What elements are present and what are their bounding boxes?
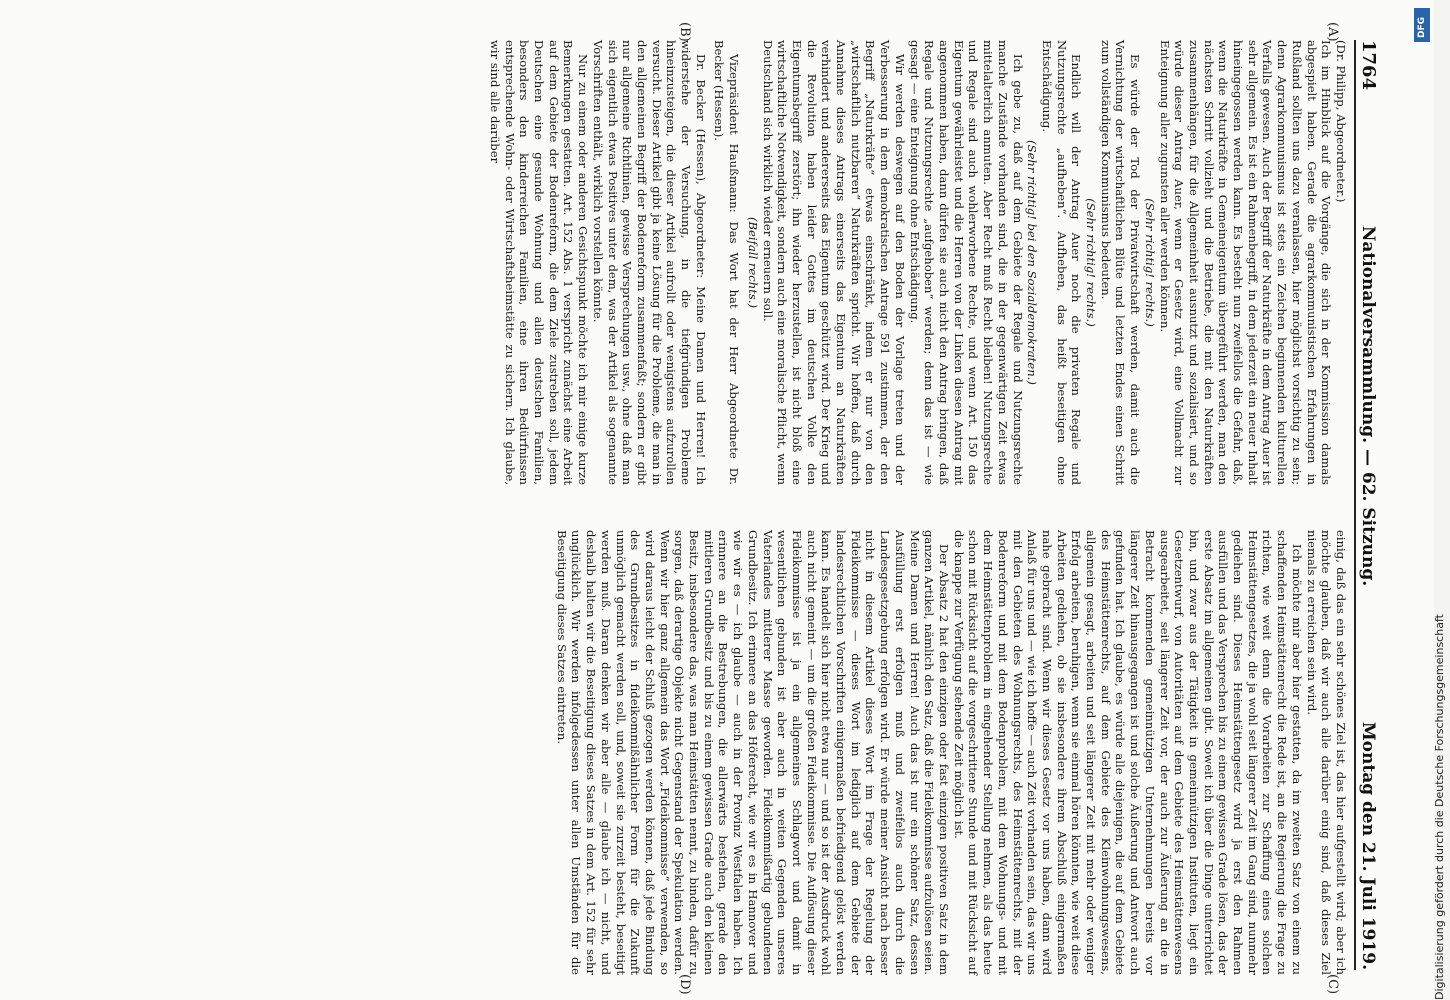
paragraph: Wir werden deswegen auf den Boden der Vorlage treten und der Verbesserung in dem demokratischen Antrage 591 zustimmen, der den Begriff „Naturkräfte“ etwas einschränkt, indem er nur von den „wirtschaftlich nutzbaren“ Naturkräften spricht. Wir hoffen, daß durch Annahme dieses Antrags einerseits das Eigentum an Naturkräften verhindert und andererseits das Eigentum geschützt wird. Der Krieg und die Revolution haben leider Gottes im deutschen Volke den Eigentumsbegriff zerstört; ihn wieder herzustellen, ist nicht bloß eine wirtschaftliche Notwendigkeit, sondern auch eine moralische Pflicht, wenn Deutschland sich wirklich wieder erneuern soll. <box>760 40 907 485</box>
margin-mark-c: (C) <box>1325 974 1340 995</box>
margin-mark-a: (A) <box>1325 22 1340 42</box>
session-date: Montag den 21. Juli 1919. <box>1358 721 1378 970</box>
paragraph: Der Absatz 2 hat den einzigen oder fast einzigen positiven Satz in dem ganzen Artikel, nämlich den Satz, daß die Fideikommisse aufzulösen seien. Meine Damen und Herren! Auch das ist nur ein schöner Satz, dessen Ausfüllung erst erfolgen muß und zweifellos auch durch die Landesgesetzgebung erfolgen wird. Er würde meiner Ansicht nach besser nicht in diesem Artikel dieses Wort im Frage der Regelung der Fideikommisse — dieses Wort im lediglich auf dem Gebiete der landesrechtlichen Vorschriften einigermaßen befriedigend gelöst werden kann. Es handelt sich hier nicht etwa nur — und so ist der Ausdruck wohl auch nicht gemeint — um die großen Fideikommisse. Die Auflösung dieser Fideikommisse ist ja ein allgemeines Schlagwort und damit in wesentlichen gebunden ist aber auch in weiten Gegenden unseres Vaterlandes mittlerer Masse geworden. Fideikommißartig gebundenen Grundbesitz. Ich erinnere an das Höferecht, wie wir es in Hannover und wie wir es — ich glaube — auch in der Provinz Westfalen haben. Ich erinnere an die Bestrebungen, die allerwärts bestehen, gerade den mittleren Grundbesitz und bis zu einem gewissen Grade auch den kleinen Besitz, insbesondere das, was man Heimstätten nennt, zu binden, dafür zu sorgen, daß derartige Objekte nicht Gegenstand der Spekulation werden. Wenn wir hier ganz allgemein das Wort „Fideikommisse“ verwenden, so wird daraus leicht der Schluß gezogen werden können, daß jede Bindung des Grundbesitzes in fideikommißähnlicher Form für die Zukunft unmöglich gemacht werden soll, und, soweit sie zurzeit besteht, beseitigt werden muß. Daran denken wir aber alle — glaube ich — nicht, und deshalb halten wir die Beseitigung dieses Satzes in dem Art. 152 für sehr unglücklich. Wir werden infolgedessen unter allen Umständen für die Beseitigung dieses Satzes eintreten. <box>554 530 952 975</box>
paragraph: Ich möchte mir aber hier gestatten, da im zweiten Satz von einem zu schaffenden Heimstättenrecht die Rede ist, an die Regierung die Frage zu richten, wie weit denn die Vorarbeiten zur Schaffung eines solchen Heimstättengesetzes, die ja wohl seit längerer Zeit im Gang sind, nunmehr gediehen sind. Dieses Heimstättengesetz wird ja erst den Rahmen ausfüllen und das Versprechen bis zu einem gewissen Grade lösen, das der erste Absatz im allgemeinen gibt. Soweit ich über die Dinge unterrichtet bin, und zwar aus der Tätigkeit in gemeinnützigen Instituten, liegt ein Gesetzentwurf, von Autoritäten auf dem Gebiete des Heimstättenwesens ausgearbeitet, seit längerer Zeit vor, der auch zur Äußerung an die in Betracht kommenden gemeinnützigen Unternehmungen bereits vor längerer Zeit hinausgegangen ist und solche Äußerung und Antwort auch gefunden hat. Ich glaube, es würde alle diejenigen, die auf dem Gebiete des Heimstättenrechts, auf dem Gebiete des Kleinwohnungswesens, allgemein gesagt, arbeiten und seit längerer Zeit mit mehr oder weniger Erfolg arbeiten, beruhigen, wenn sie einmal hören könnten, wie weit diese Arbeiten gediehen, ob sie insbesondere ihrem Abschluß einigermaßen nahe gebracht sind. Wenn wir dieses Gesetz vor uns haben, dann wird Anlaß für uns und — wie ich hoffe — auch Zeit vorhanden sein, das wir uns mit den Gebieten des Wohnungsrechts, des Heimstättenrechts, mit der Bodenreform und mit dem Bodenproblem, mit dem Wohnungs- und mit dem Heimstättenproblem in eingehender Stellung nehmen, als das heute schon mit Rücksicht auf die vorgeschrittene Stunde und mit Rücksicht auf die knappe zur Verfügung stehende Zeit möglich ist. <box>951 530 1304 975</box>
page-header <box>1354 40 1394 970</box>
paragraph: Endlich will der Antrag Auer noch die privaten Regale und Nutzungsrechte „aufheben“. Aufheben, das heißt beseitigen ohne Entschädigung. <box>1039 40 1084 485</box>
paragraph: einig, daß das ein sehr schönes Ziel ist, das hier aufgestellt wird; aber ich möchte glauben, daß wir auch alle darüber einig sind, daß dieses Ziel niemals zu erreichen sein wird. <box>1304 530 1348 975</box>
paragraph: Es würde der Tod der Privatwirtschaft werden, damit auch die Vernichtung der wirtschaftlichen Blüte und letzten Endes einen Schritt zum vollständigen Kommunismus bedeuten. <box>1098 40 1143 485</box>
interjection: (Beifall rechts.) <box>745 216 760 309</box>
margin-mark-d: (D) <box>677 974 692 995</box>
left-column <box>487 40 1348 485</box>
paragraph: Nur zu einem oder anderen Gesichtspunkt möchte ich mir einige kurze Bemerkungen gestatten. Art. 152 Abs. 1 verspricht zunächst eine Arbeit auf dem Gebiete der Bodenreform, die dem Ziele zustreben soll, jedem Deutschen eine gesunde Wohnung und allen deutschen Familien, besonders den kinderreichen Familien, eine ihren Bedürfnissen entsprechende Wohn- oder Wirtschaftsheimstätte zu sichern. Ich glaube, wir sind alle darüber <box>487 40 591 485</box>
interjection: (Sehr richtig! bei den Sozialdemokraten.) <box>1025 140 1040 385</box>
speaker-announcement: Vizepräsident Haußmann: Das Wort hat der Herr Abgeordnete Dr. Becker (Hessen). <box>712 40 742 485</box>
interjection: (Sehr richtig! rechts.) <box>1084 198 1099 327</box>
page-number: 1764 <box>1358 40 1379 91</box>
dfg-logo <box>1414 8 1430 42</box>
dfg-logo-text: DFG <box>1417 16 1427 38</box>
paragraph: (Dr. Philipp, Abgeordneter.) <box>1334 40 1348 203</box>
digitization-credit <box>1410 10 1446 1000</box>
interjection: (Sehr richtig! rechts.) <box>1142 198 1157 327</box>
publication-title: Nationalversammlung. — 62. Sitzung. <box>1358 225 1378 587</box>
paragraph: Dr. Becker (Hessen), Abgeordneter: Meine Damen und Herren! Ich widerstehe der Versuchung, in die tiefgründigen Probleme hineinzusteigen, die dieser Artikel aufrollt oder wenigstens aufzurollen versucht. Dieser Artikel gibt ja keine Lösung für die Probleme, die man in den allgemeinen Begriff der Bodenreform zusammenfaßt; sondern er gibt nur allgemeine Richtlinien, gewisse Versprechungen usw., ohne daß man sich eigentlich etwas Positives unter dem, was der Artikel als sogenannte Vorschriften enthält, wirklich vorstellen könnte. <box>590 40 708 485</box>
digitization-credit-text: Digitalisierung gefördert durch die Deutsche Forschungsgemeinschaft <box>1433 614 1446 1000</box>
margin-mark-b: (B) <box>677 22 692 42</box>
paragraph: Ich im Hinblick auf die Vorgänge, die sich in der Kommission damals abgespielt haben. Gerade die agrarkommunistischen Erfahrungen in Rußland sollten uns dazu veranlassen, hier möglichst vorsichtig zu sein; denn Agrarkommunismus ist stets ein Zeichen beginnenden kulturellen Verfalls gewesen. Auch der Begriff der Naturkräfte in dem Antrag Auer ist sehr allgemein. Es ist ein Rahmenbegriff, in dem jederzeit ein neuer Inhalt hineingegossen werden kann. Es besteht nun zweifellos die Gefahr, daß, wenn die Naturkräfte in Gemeineigentum übergeführt werden, man den nächsten Schritt vollzieht und die Betriebe, die mit den Naturkräften zusammenhängen, für die Allgemeinheit ausnutzt und sozialisiert, und so würde dieser Antrag Auer, wenn er Gesetz wird, eine Vollmacht zur Enteignung aller zugunsten aller werden können. <box>1157 40 1334 485</box>
right-column <box>554 530 1348 975</box>
paragraph: Ich gebe zu, daß auf dem Gebiete der Regale und Nutzungsrechte manche Zustände vorhanden sind, die in der gegenwärtigen Zeit etwas mittelalterlich anmuten. Aber Recht muß Recht bleiben! Nutzungsrechte und Regale sind auch wohlerworbene Rechte, und wenn Art. 150 das Eigentum gewährleistet und die Herren von der Linken diesen Antrag mit angenommen haben, dann dürfen sie auch nicht den Antrag bringen, daß Regale und Nutzungsrechte „aufgehoben“ werden; denn das ist — wie gesagt — eine Enteignung ohne Entschädigung. <box>907 40 1025 485</box>
